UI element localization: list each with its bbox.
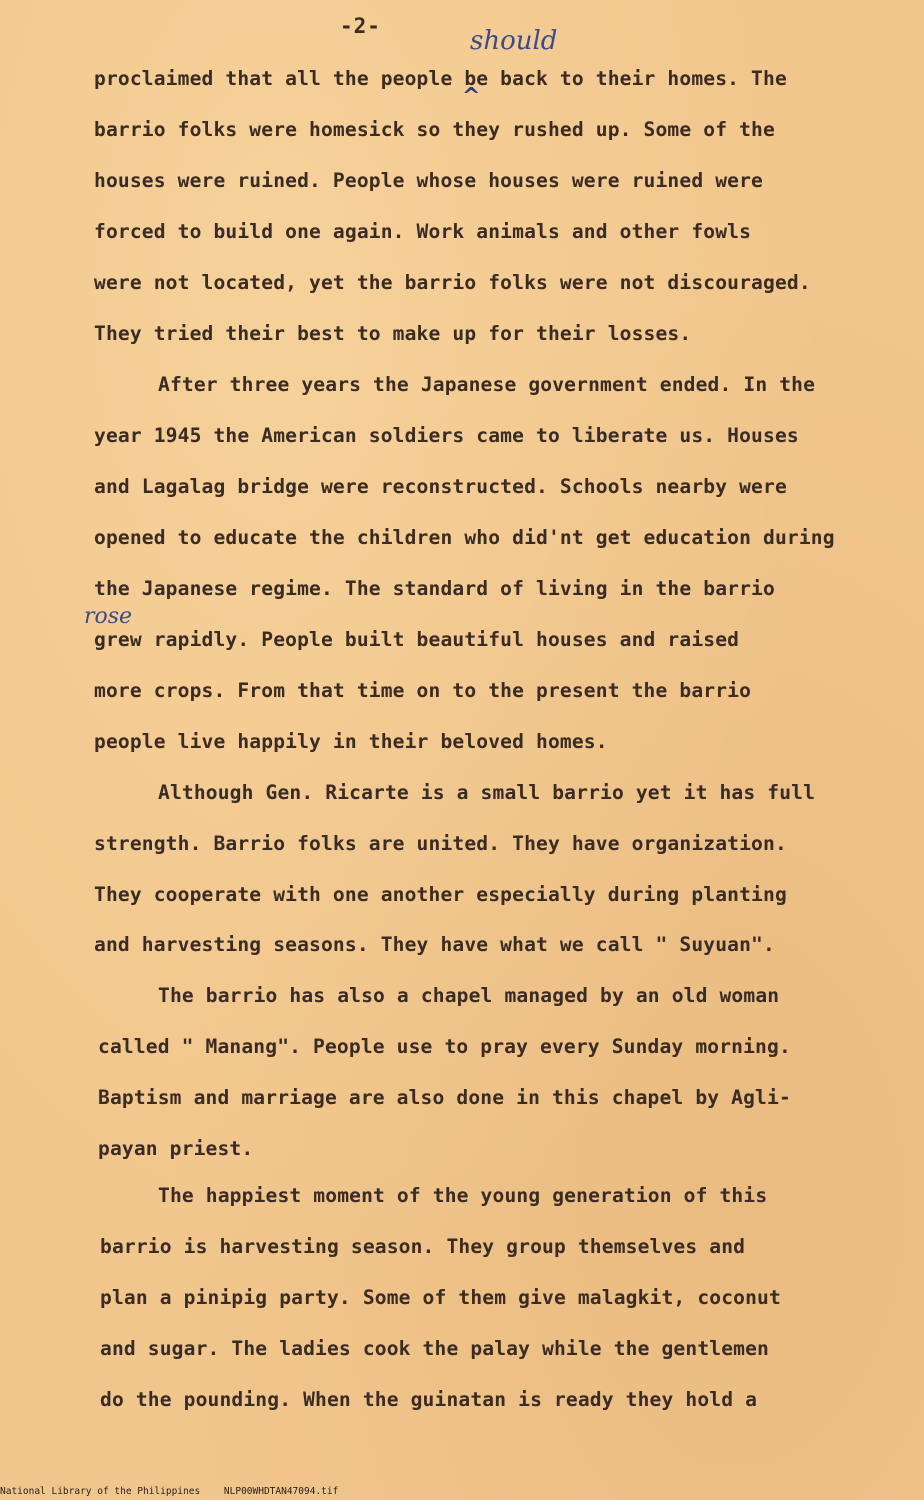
text-line-16: strength. Barrio folks are united. They have organization.: [94, 832, 787, 855]
text-line-4: forced to build one again. Work animals and other fowls: [94, 220, 752, 243]
text-line-9: and Lagalag bridge were reconstructed. Schools nearby were: [94, 475, 787, 498]
text-line-12: grew rapidly. People built beautiful houses and raised: [94, 628, 740, 651]
text-line-14: people live happily in their beloved homes.: [94, 730, 608, 753]
text-line-8: year 1945 the American soldiers came to liberate us. Houses: [94, 424, 799, 447]
handwritten-insert-rose: rose: [84, 604, 133, 629]
text-line-19: The barrio has also a chapel managed by an old woman: [158, 984, 780, 1007]
text-line-6: They tried their best to make up for their losses.: [94, 322, 692, 345]
text-line-11: the Japanese regime. The standard of living in the barrio: [94, 577, 775, 600]
insertion-caret: ^: [462, 84, 481, 109]
text-line-26: and sugar. The ladies cook the palay while the gentlemen: [100, 1337, 769, 1360]
page-number: -2-: [340, 14, 381, 38]
text-line-23: The happiest moment of the young generation of this: [158, 1184, 768, 1207]
text-line-3: houses were ruined. People whose houses were ruined were: [94, 169, 763, 192]
footer-filename: NLP00WHDTAN47094.tif: [223, 1486, 339, 1497]
text-line-27: do the pounding. When the guinatan is ready they hold a: [100, 1388, 758, 1411]
text-line-2: barrio folks were homesick so they rushed up. Some of the: [94, 118, 775, 141]
scan-footer: [0, 1486, 356, 1497]
footer-library: National Library of the Philippines: [0, 1486, 201, 1497]
text-line-25: plan a pinipig party. Some of them give malagkit, coconut: [100, 1286, 781, 1309]
text-line-20: called " Manang". People use to pray every Sunday morning.: [98, 1035, 791, 1058]
text-line-5: were not located, yet the barrio folks were not discouraged.: [94, 271, 811, 294]
text-line-1: proclaimed that all the people be back to their homes. The: [94, 67, 787, 90]
text-line-21: Baptism and marriage are also done in this chapel by Agli-: [98, 1086, 791, 1109]
text-line-24: barrio is harvesting season. They group themselves and: [100, 1235, 746, 1258]
text-line-7: After three years the Japanese government ended. In the: [158, 373, 816, 396]
text-line-13: more crops. From that time on to the present the barrio: [94, 679, 752, 702]
text-line-22: payan priest.: [98, 1137, 254, 1160]
text-line-15: Although Gen. Ricarte is a small barrio yet it has full: [158, 781, 816, 804]
handwritten-insert-should: should: [470, 26, 558, 56]
text-line-17: They cooperate with one another especially during planting: [94, 883, 787, 906]
text-line-10: opened to educate the children who did'nt get education during: [94, 526, 835, 549]
text-line-18: and harvesting seasons. They have what we call " Suyuan".: [94, 933, 775, 956]
